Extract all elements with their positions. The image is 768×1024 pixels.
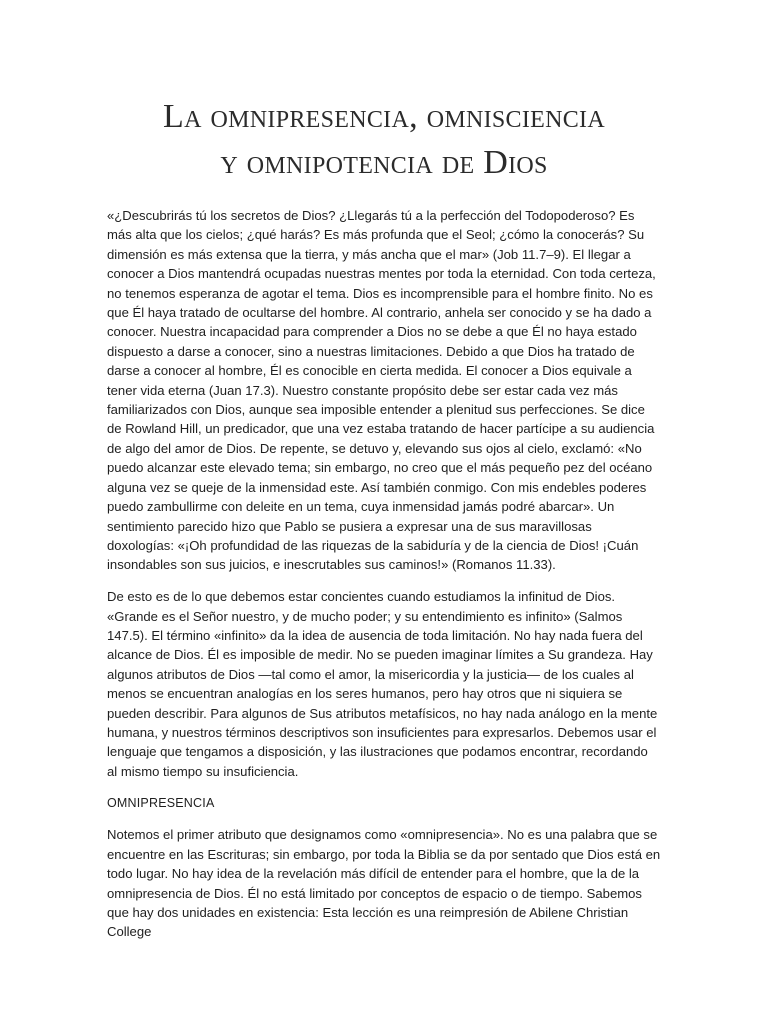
paragraph-1: «¿Descubrirás tú los secretos de Dios? ¿Llegarás tú a la perfección del Todopoderoso? Es más alta que los cielos; ¿qué harás? Es más profunda que el Seol; ¿cómo la conocerás? Su dimensión es más extensa que la tierra, y más ancha que el mar» (Job 11.7–9). El llegar a conocer a Dios mantendrá ocupadas nuestras mentes por toda la eternidad. Con toda certeza, no tenemos esperanza de agotar el tema. Dios es incomprensible para el hombre finito. No es que Él haya tratado de ocultarse del hombre. Al contrario, anhela ser conocido y se ha dado a conocer. Nuestra incapacidad para comprender a Dios no se debe a que Él no haya estado dispuesto a darse a conocer, sino a nuestras limitaciones. Debido a que Dios ha tratado de darse a conocer al hombre, Él es conocible en cierta medida. El conocer a Dios equivale a tener vida eterna (Juan 17.3). Nuestro constante propósito debe ser estar cada vez más familiarizados con Dios, aunque sea imposible entender a plenitud sus perfecciones. Se dice de Rowland Hill, un predicador, que una vez estaba tratando de hacer partícipe a su audiencia de algo del amor de Dios. De repente, se detuvo y, elevando sus ojos al cielo, exclamó: «No puedo alcanzar este elevado tema; sin embargo, no creo que el más pequeño pez del océano alguna vez se queje de la inmensidad este. Así también conmigo. Con mis endebles poderes puedo zambullirme con deleite en un tema, cuya inmensidad jamás podré abarcar». Un sentimiento parecido hizo que Pablo se pusiera a expresar una de sus maravillosas doxologías: «¡Oh profundidad de las riquezas de la sabiduría y de la ciencia de Dios! ¡Cuán insondables son sus juicios, e inescrutables sus caminos!» (Romanos 11.33). — [107, 208, 656, 573]
document-title — [107, 0, 661, 186]
paragraph-3: Notemos el primer atributo que designamos como «omnipresencia». No es una palabra que se encuentre en las Escrituras; sin embargo, por toda la Biblia se da por sentado que Dios está en todo lugar. No hay idea de la revelación más difícil de entender para el hombre, que la de la omnipresencia de Dios. Él no está limitado por conceptos de espacio o de tiempo. Sabemos que hay dos unidades en existencia: Esta lección es una reimpresión de Abilene Christian College — [107, 827, 661, 940]
title-line-1: La omnipresencia, omnisciencia — [163, 98, 605, 135]
document-body — [107, 206, 661, 942]
section-heading: OMNIPRESENCIA — [107, 795, 215, 810]
title-line-2: y omnipotencia de Dios — [220, 144, 548, 181]
paragraph-2: De esto es de lo que debemos estar concientes cuando estudiamos la infinitud de Dios. «Grande es el Señor nuestro, y de mucho poder; y su entendimiento es infinito» (Salmos 147.5). El término «infinito» da la idea de ausencia de toda limitación. No hay nada fuera del alcance de Dios. Él es imposible de medir. No se pueden imaginar límites a Su grandeza. Hay algunos atributos de Dios —tal como el amor, la misericordia y la justicia— de los cuales al menos se encuentran analogías en los seres humanos, pero hay otros que ni siquiera se pueden describir. Para algunos de Sus atributos metafísicos, no hay nada análogo en la mente humana, y nuestros términos descriptivos son insuficientes para expresarlos. Debemos usar el lenguaje que tengamos a disposición, y las ilustraciones que podamos encontrar, recordando al mismo tiempo su insuficiencia. — [107, 589, 658, 779]
